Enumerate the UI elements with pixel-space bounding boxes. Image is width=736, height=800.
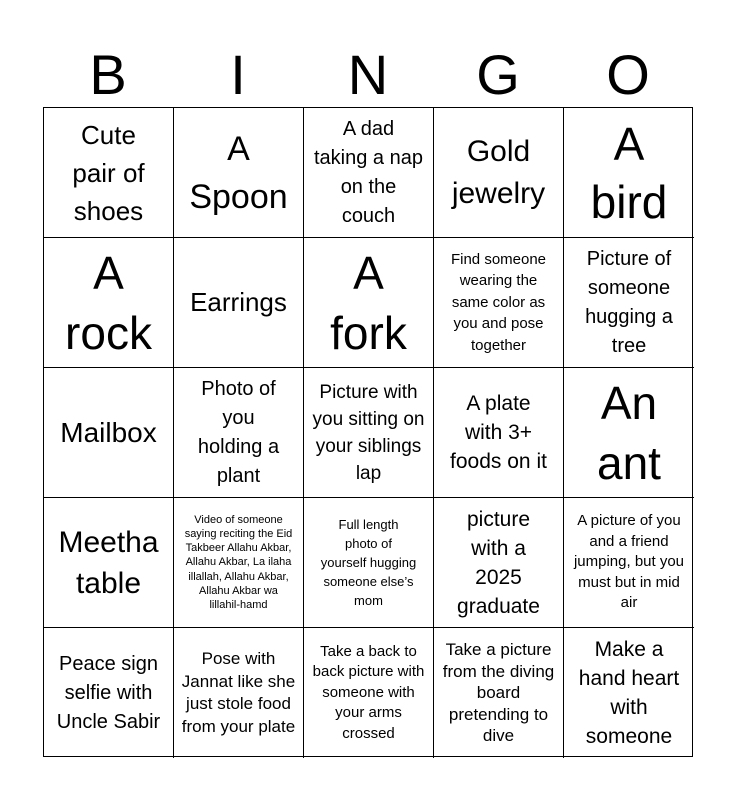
bingo-cell	[174, 368, 304, 498]
cell-text: Take a picture from the diving board pretending to dive	[442, 640, 555, 746]
cell-text: Picture with you sitting on your siblings lap	[312, 381, 425, 484]
cell-text: Photo of you holding a plant	[197, 377, 280, 487]
cell-text: An ant	[597, 376, 661, 489]
bingo-cell	[304, 628, 434, 758]
header-letter-g: G	[476, 43, 520, 106]
bingo-cell	[44, 368, 174, 498]
bingo-cell	[434, 498, 564, 628]
bingo-cell	[564, 108, 694, 238]
cell-text: Cute pair of shoes	[72, 119, 145, 226]
bingo-cell	[564, 368, 694, 498]
cell-text: Pose with Jannat like she just stole food from your plate	[181, 649, 296, 736]
cell-text: A plate with 3+ foods on it	[450, 392, 547, 473]
bingo-cell	[564, 498, 694, 628]
bingo-cell	[304, 368, 434, 498]
cell-text: Make a hand heart with someone	[578, 638, 680, 748]
bingo-cell	[434, 628, 564, 758]
bingo-cell	[304, 108, 434, 238]
bingo-grid	[43, 107, 693, 757]
header-letter-o: O	[606, 43, 650, 106]
cell-text: A rock	[65, 246, 152, 359]
bingo-cell	[44, 628, 174, 758]
bingo-cell	[434, 368, 564, 498]
bingo-cell	[304, 238, 434, 368]
cell-text: Picture of someone hugging a tree	[585, 247, 673, 357]
cell-text: A Spoon	[189, 129, 288, 216]
cell-text: A fork	[330, 246, 407, 359]
cell-text: Video of someone saying reciting the Eid Takbeer Allahu Akbar, Allahu Akbar, La ilaha illallah, Allahu Akbar, Allahu Akbar wa lillahil-hamd	[184, 513, 293, 611]
cell-text: Mailbox	[60, 417, 157, 448]
bingo-cell	[304, 498, 434, 628]
bingo-header	[43, 42, 693, 108]
bingo-cell	[44, 498, 174, 628]
bingo-cell	[434, 238, 564, 368]
cell-text: Earrings	[190, 287, 287, 317]
cell-text: Find someone wearing the same color as you and pose together	[450, 250, 547, 354]
bingo-cell	[434, 108, 564, 238]
cell-text: Peace sign selfie with Uncle Sabir	[56, 652, 161, 733]
cell-text: picture with a 2025 graduate	[457, 507, 540, 618]
cell-text: A dad taking a nap on the couch	[314, 117, 423, 227]
header-letter-n: N	[347, 43, 389, 106]
cell-text: Gold jewelry	[451, 134, 546, 210]
cell-text: Take a back to back picture with someone with your arms crossed	[312, 642, 425, 742]
header-letter-i: I	[230, 43, 246, 106]
bingo-cell	[564, 238, 694, 368]
bingo-cell	[174, 108, 304, 238]
bingo-cell	[174, 498, 304, 628]
bingo-cell	[44, 238, 174, 368]
cell-text: Full length photo of yourself hugging someone else’s mom	[320, 517, 417, 608]
bingo-cell	[174, 628, 304, 758]
bingo-cell	[564, 628, 694, 758]
cell-text: A bird	[590, 117, 668, 228]
bingo-cell	[44, 108, 174, 238]
header-letter-b: B	[89, 43, 127, 106]
bingo-cell	[174, 238, 304, 368]
cell-text: A picture of you and a friend jumping, but you must but in mid air	[573, 512, 685, 612]
cell-text: Meetha table	[58, 525, 159, 600]
